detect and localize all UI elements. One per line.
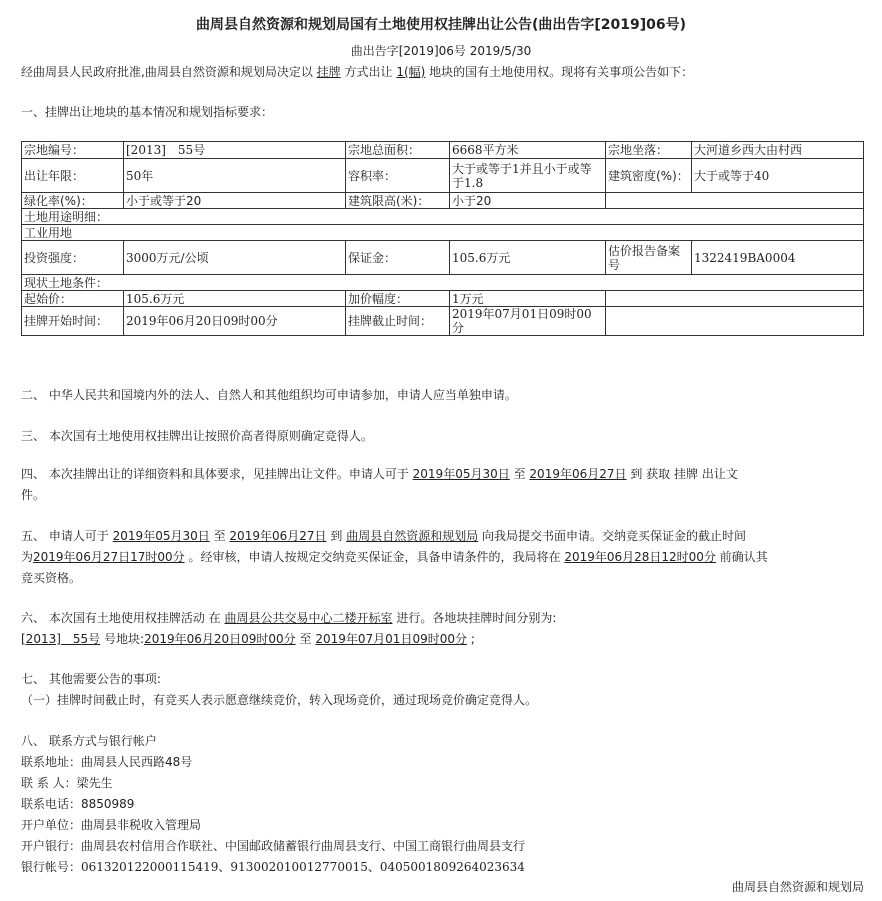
green-label: 绿化率(%)： [22, 193, 124, 209]
place-link: 曲周县公共交易中心二楼开标室 [224, 611, 393, 625]
area-value: 6668平方米 [450, 142, 606, 159]
section4: 四、 本次挂牌出让的详细资料和具体要求，见挂牌出让文件。申请人可于 2019年05月30日 至 2019年06月27日 到 获取 挂牌 出让文 件。 [21, 467, 738, 502]
parcel-no-label: 宗地编号： [22, 142, 124, 159]
date-link: 2019年05月30日 [112, 529, 210, 543]
report-label: 估价报告备案号 [606, 241, 692, 275]
parcel-link: [2013] 55号 [21, 632, 101, 646]
table-row [22, 209, 864, 225]
green-value: 小于或等于20 [124, 193, 346, 209]
document-number: 曲出告字[2019]06号 2019/5/30 [350, 44, 532, 58]
list-start-value: 2019年06月20日09时00分 [124, 307, 346, 336]
parcel-count: 1(幅) [396, 65, 426, 79]
increment-value: 1万元 [450, 291, 606, 307]
density-value: 大于或等于40 [692, 159, 864, 193]
density-label: 建筑密度(%)： [606, 159, 692, 193]
section1-heading: 一、挂牌出让地块的基本情况和规划指标要求： [21, 105, 274, 119]
section7-item: （一）挂牌时间截止时，有竞买人表示愿意继续竞价，转入现场竞价，通过现场竞价确定竞得人。 [21, 693, 538, 707]
far-value: 大于或等于1并且小于或等于1.8 [450, 159, 606, 193]
date-link: 2019年06月28日12时00分 [564, 550, 716, 564]
use-detail-value: 工业用地 [22, 225, 864, 241]
account-unit: 开户单位：曲周县非税收入管理局 [21, 818, 202, 832]
parcel-no-value: [2013] 55号 [124, 142, 346, 159]
section8-heading: 八、 联系方式与银行帐户 [21, 734, 157, 748]
section8 [21, 731, 851, 878]
deposit-value: 105.6万元 [450, 241, 606, 275]
table-row [22, 142, 864, 159]
table-row [22, 307, 864, 336]
table-row [22, 241, 864, 275]
list-end-label: 挂牌截止时间： [346, 307, 450, 336]
date-link: 2019年07月01日09时00分 [315, 632, 467, 646]
date-link: 2019年06月27日 [529, 467, 627, 481]
contact-phone: 联系电话：8850989 [21, 797, 135, 811]
section2: 二、 中华人民共和国境内外的法人、自然人和其他组织均可申请参加，申请人应当单独申请。 [21, 388, 517, 402]
report-value: 1322419BA0004 [692, 241, 864, 275]
location-value: 大河道乡西大由村西 [692, 142, 864, 159]
height-label: 建筑限高(米)： [346, 193, 450, 209]
date-link: 2019年06月27日17时00分 [33, 550, 185, 564]
table-row [22, 291, 864, 307]
bank-list: 开户银行：曲周县农村信用合作联社、中国邮政储蓄银行曲周县支行、中国工商银行曲周县支行 [21, 839, 526, 853]
section7-heading: 七、 其他需要公告的事项: [21, 672, 161, 686]
location-label: 宗地坐落： [606, 142, 692, 159]
far-label: 容积率： [346, 159, 450, 193]
table-row [22, 275, 864, 291]
contact-address: 联系地址：曲周县人民西路48号 [21, 755, 193, 769]
start-price-label: 起始价： [22, 291, 124, 307]
investment-value: 3000万元/公顷 [124, 241, 346, 275]
date-link: 2019年06月20日09时00分 [144, 632, 296, 646]
date-link: 2019年05月30日 [412, 467, 510, 481]
table-row [22, 225, 864, 241]
table-row [22, 193, 864, 209]
signature: 曲周县自然资源和规划局 [731, 880, 864, 894]
term-value: 50年 [124, 159, 346, 193]
intro-paragraph: 经曲周县人民政府批准,曲周县自然资源和规划局决定以 挂牌 方式出让 1(幅) 地块的国有土地使用权。现将有关事项公告如下： [21, 65, 694, 79]
list-start-label: 挂牌开始时间： [22, 307, 124, 336]
date-link: 2019年06月27日 [229, 529, 327, 543]
term-label: 出让年限： [22, 159, 124, 193]
transfer-method: 挂牌 [316, 65, 341, 79]
page-title: 曲周县自然资源和规划局国有土地使用权挂牌出让公告(曲出告字[2019]06号) [195, 17, 687, 33]
condition-label: 现状土地条件： [22, 275, 864, 291]
section6: 六、 本次国有土地使用权挂牌活动 在 曲周县公共交易中心二楼开标室 进行。各地块挂牌时间分别为: [2013] 55号 号地块:2019年06月20日09时00分 至 2019年07月01日09时00分 ; [21, 611, 557, 646]
section7 [21, 669, 851, 711]
org-link: 曲周县自然资源和规划局 [346, 529, 479, 543]
use-detail-label: 土地用途明细： [22, 209, 864, 225]
contact-person: 联 系 人：梁先生 [21, 776, 113, 790]
section5: 五、 申请人可于 2019年05月30日 至 2019年06月27日 到 曲周县自然资源和规划局 向我局提交书面申请。交纳竞买保证金的截止时间 为2019年06月27日17时00分 。经审核，申请人按规定交纳竞买保证金，具备申请条件的，我局将在 2019年06月28日12时00分 前确认其 竞买资格。 [21, 529, 768, 585]
start-price-value: 105.6万元 [124, 291, 346, 307]
investment-label: 投资强度： [22, 241, 124, 275]
deposit-label: 保证金： [346, 241, 450, 275]
table-row [22, 159, 864, 193]
parcel-info-table [21, 141, 864, 336]
increment-label: 加价幅度： [346, 291, 450, 307]
area-label: 宗地总面积： [346, 142, 450, 159]
account-number: 银行帐号：061320122000115419、913002010012770015、0405001809264023634 [21, 860, 525, 874]
height-value: 小于20 [450, 193, 606, 209]
list-end-value: 2019年07月01日09时00分 [450, 307, 606, 336]
section3: 三、 本次国有土地使用权挂牌出让按照价高者得原则确定竞得人。 [21, 429, 373, 443]
